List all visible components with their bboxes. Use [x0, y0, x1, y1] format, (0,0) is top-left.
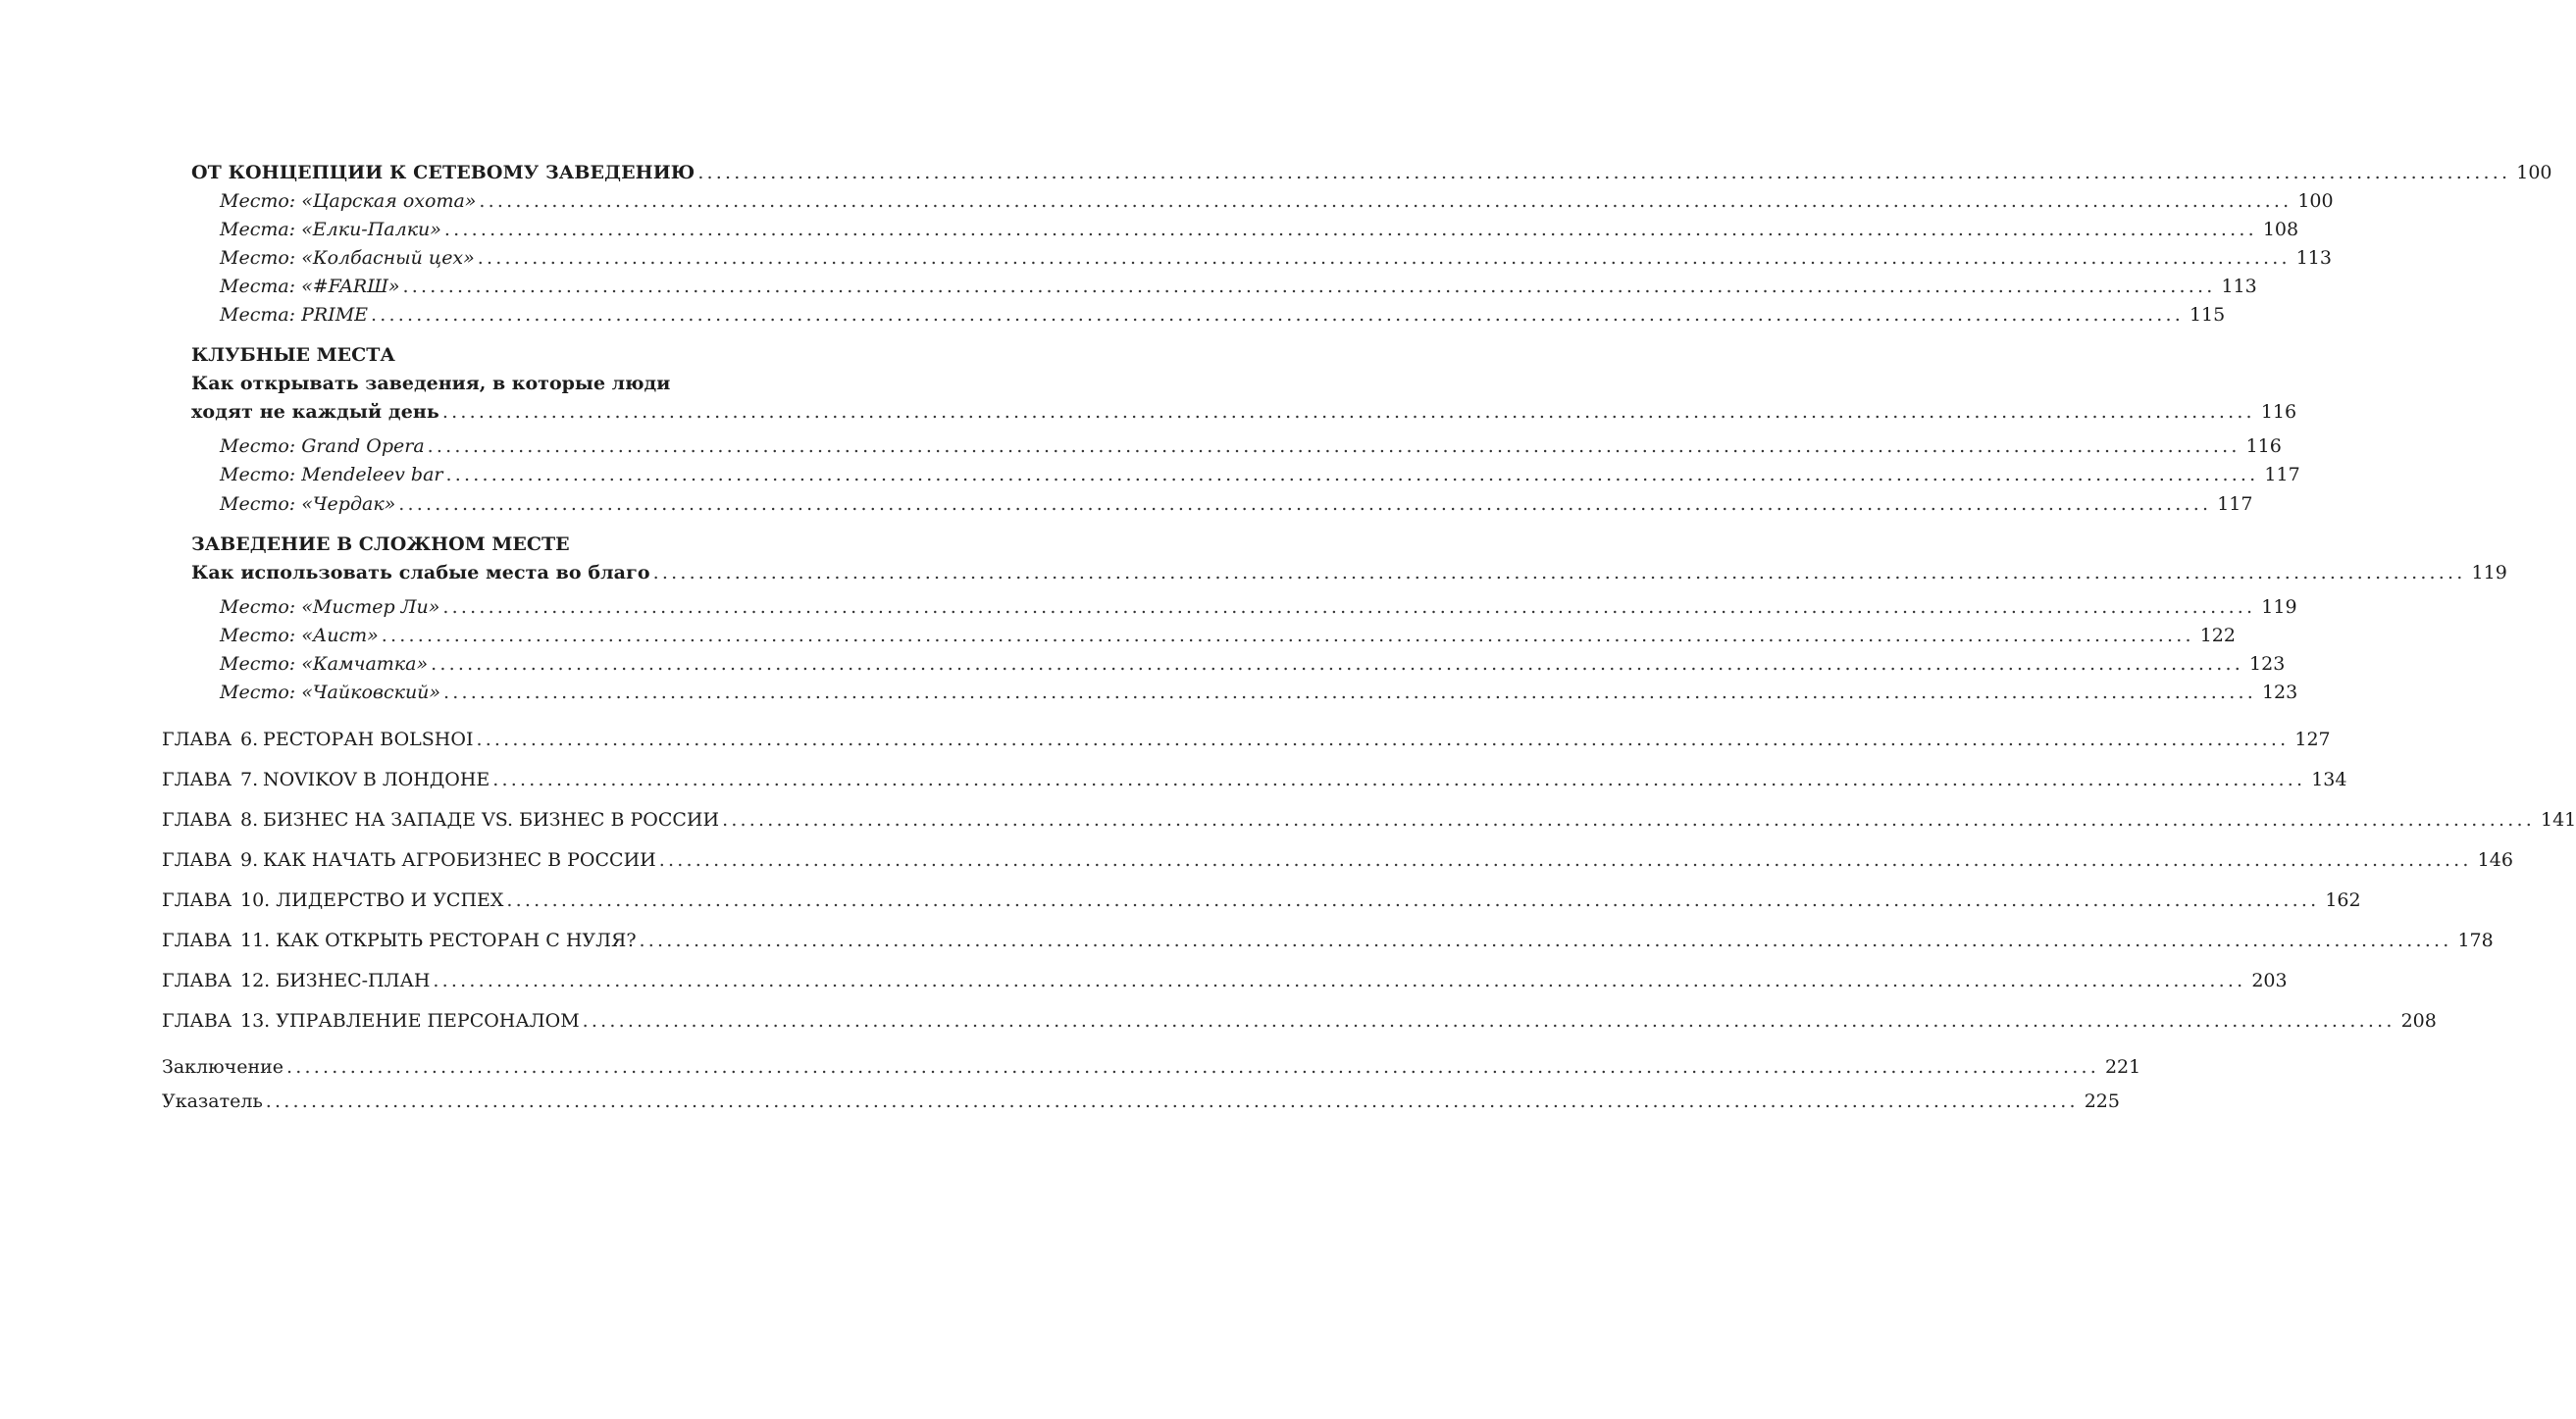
toc-page: 113 [2295, 247, 2332, 269]
leader-dots: ........................................................................................................................................................................................................ [381, 625, 2194, 646]
toc-place-entry [0, 680, 2298, 705]
toc-page: 123 [2261, 682, 2298, 703]
toc-page: 122 [2199, 625, 2236, 646]
leader-dots: ........................................................................................................................................................................................................ [582, 1010, 2396, 1032]
leader-dots: ........................................................................................................................................................................................................ [442, 596, 2256, 618]
toc-title: Место: Grand Opera [220, 435, 425, 457]
toc-chapter-entry [0, 1008, 2437, 1034]
chapter-label: ГЛАВА [162, 769, 232, 790]
leader-dots: ........................................................................................................................................................................................................ [477, 247, 2291, 269]
toc-chapter-entry [0, 928, 2494, 953]
toc-chapter-entry [0, 968, 2288, 993]
leader-dots: ........................................................................................................................................................................................................ [658, 849, 2472, 871]
chapter-title: БИЗНЕС НА ЗАПАДЕ VS. БИЗНЕС В РОССИИ [263, 809, 720, 831]
toc-page: 127 [2294, 729, 2331, 750]
toc-title: Заключение [162, 1056, 284, 1078]
toc-page: 178 [2457, 930, 2494, 951]
toc-title: Место: «Колбасный цех» [220, 247, 475, 269]
chapter-title: УПРАВЛЕНИЕ ПЕРСОНАЛОМ [276, 1010, 580, 1032]
chapter-label: ГЛАВА [162, 970, 232, 991]
toc-section-heading: ЗАВЕДЕНИЕ В СЛОЖНОМ МЕСТЕ [191, 533, 570, 555]
toc-page: 113 [2221, 276, 2257, 297]
toc-page: 119 [2261, 596, 2297, 618]
leader-dots: ........................................................................................................................................................................................................ [431, 653, 2244, 675]
toc-title: ходят не каждый день [191, 401, 439, 423]
toc-page: 108 [2262, 219, 2299, 240]
chapter-title: NOVIKOV В ЛОНДОНЕ [263, 769, 490, 790]
toc-title: Место: «Чайковский» [220, 682, 441, 703]
leader-dots: ........................................................................................................................................................................................................ [371, 304, 2184, 326]
toc-title: Места: PRIME [220, 304, 369, 326]
toc-place-entry [0, 491, 2253, 517]
toc-chapter-entry [0, 887, 2361, 913]
toc-place-entry [0, 245, 2332, 271]
toc-page: 123 [2249, 653, 2286, 675]
chapter-label: ГЛАВА [162, 729, 232, 750]
leader-dots: ........................................................................................................................................................................................................ [479, 190, 2293, 212]
toc-title: Места: «#FARШ» [220, 276, 400, 297]
toc-page: 134 [2311, 769, 2347, 790]
toc-page: 115 [2189, 304, 2226, 326]
leader-dots: ........................................................................................................................................................................................................ [639, 930, 2452, 951]
leader-dots: ........................................................................................................................................................................................................ [652, 562, 2466, 583]
toc-page: 141 [2541, 809, 2576, 831]
toc-section-heading: КЛУБНЫЕ МЕСТА [191, 344, 395, 366]
chapter-title: РЕСТОРАН BOLSHOI [263, 729, 474, 750]
toc-page: 146 [2477, 849, 2513, 871]
chapter-title: КАК ОТКРЫТЬ РЕСТОРАН С НУЛЯ? [276, 930, 637, 951]
leader-dots: ........................................................................................................................................................................................................ [286, 1056, 2099, 1078]
toc-title: Место: «Мистер Ли» [220, 596, 440, 618]
leader-dots: ........................................................................................................................................................................................................ [427, 435, 2241, 457]
toc-title: Места: «Елки-Палки» [220, 219, 441, 240]
chapter-number: 12. [240, 970, 271, 991]
toc-backmatter-entry [0, 1054, 2141, 1080]
chapter-number: 9. [240, 849, 259, 871]
toc-place-entry [0, 462, 2300, 487]
toc-page: 203 [2251, 970, 2288, 991]
chapter-number: 6. [240, 729, 259, 750]
chapter-number: 11. [240, 930, 271, 951]
toc-page: 100 [2297, 190, 2334, 212]
toc-title: Как использовать слабые места во благо [191, 562, 650, 583]
chapter-title: КАК НАЧАТЬ АГРОБИЗНЕС В РОССИИ [263, 849, 656, 871]
chapter-title: ЛИДЕРСТВО И УСПЕХ [276, 889, 504, 911]
toc-title: Место: «Царская охота» [220, 190, 477, 212]
toc-page: 221 [2104, 1056, 2141, 1078]
toc-title: ОТ КОНЦЕПЦИИ К СЕТЕВОМУ ЗАВЕДЕНИЮ [191, 162, 696, 183]
leader-dots: ........................................................................................................................................................................................................ [722, 809, 2535, 831]
toc-title: Место: Mendeleev bar [220, 464, 443, 485]
toc-page: 117 [2217, 493, 2253, 515]
toc-page: 100 [2516, 162, 2552, 183]
leader-dots: ........................................................................................................................................................................................................ [443, 682, 2256, 703]
chapter-title: БИЗНЕС-ПЛАН [276, 970, 431, 991]
toc-section-entry [0, 560, 2507, 585]
toc-place-entry [0, 433, 2282, 459]
toc-place-entry [0, 623, 2236, 648]
toc-section-subtitle: Как открывать заведения, в которые люди [191, 373, 671, 394]
leader-dots: ........................................................................................................................................................................................................ [697, 162, 2511, 183]
toc-page: 225 [2084, 1090, 2120, 1112]
toc-page: 119 [2471, 562, 2507, 583]
toc-place-entry [0, 274, 2257, 299]
toc-place-entry [0, 651, 2286, 677]
toc-chapter-entry [0, 807, 2576, 833]
toc-page: 117 [2264, 464, 2300, 485]
leader-dots: ........................................................................................................................................................................................................ [402, 276, 2216, 297]
chapter-number: 10. [240, 889, 271, 911]
toc-place-entry [0, 594, 2297, 620]
leader-dots: ........................................................................................................................................................................................................ [492, 769, 2306, 790]
leader-dots: ........................................................................................................................................................................................................ [265, 1090, 2079, 1112]
toc-place-entry [0, 302, 2226, 328]
chapter-label: ГЛАВА [162, 809, 232, 831]
toc-page: 116 [2245, 435, 2282, 457]
leader-dots: ........................................................................................................................................................................................................ [445, 464, 2259, 485]
toc-title: Место: «Аист» [220, 625, 379, 646]
toc-chapter-entry [0, 727, 2331, 752]
toc-chapter-entry [0, 847, 2513, 873]
chapter-label: ГЛАВА [162, 889, 232, 911]
leader-dots: ........................................................................................................................................................................................................ [506, 889, 2320, 911]
leader-dots: ........................................................................................................................................................................................................ [476, 729, 2290, 750]
toc-place-entry [0, 188, 2334, 214]
chapter-number: 8. [240, 809, 259, 831]
toc-title: Место: «Камчатка» [220, 653, 429, 675]
leader-dots: ........................................................................................................................................................................................................ [441, 401, 2255, 423]
toc-section-entry [0, 399, 2297, 425]
chapter-label: ГЛАВА [162, 1010, 232, 1032]
toc-section-entry [0, 160, 2552, 185]
toc-title: Место: «Чердак» [220, 493, 396, 515]
chapter-label: ГЛАВА [162, 930, 232, 951]
leader-dots: ........................................................................................................................................................................................................ [433, 970, 2246, 991]
toc-page: 116 [2260, 401, 2297, 423]
toc-page: 208 [2400, 1010, 2437, 1032]
toc-place-entry [0, 217, 2299, 242]
chapter-label: ГЛАВА [162, 849, 232, 871]
toc-page: 162 [2325, 889, 2361, 911]
chapter-number: 7. [240, 769, 259, 790]
toc-title: Указатель [162, 1090, 263, 1112]
leader-dots: ........................................................................................................................................................................................................ [443, 219, 2257, 240]
chapter-number: 13. [240, 1010, 271, 1032]
toc-chapter-entry [0, 767, 2347, 792]
leader-dots: ........................................................................................................................................................................................................ [398, 493, 2212, 515]
toc-backmatter-entry [0, 1089, 2120, 1114]
